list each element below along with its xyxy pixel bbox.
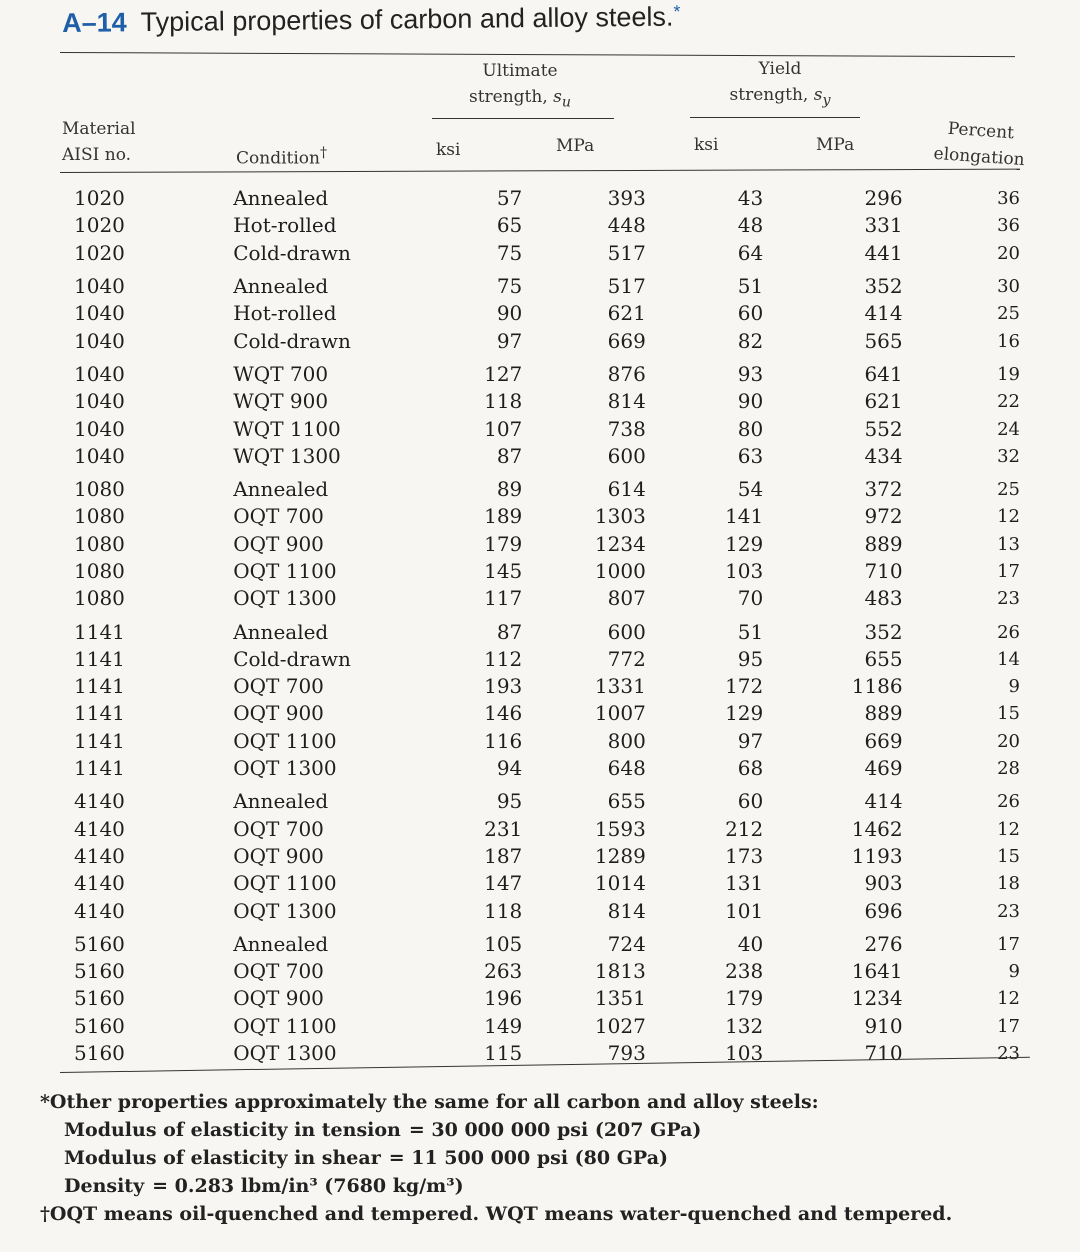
condition-cell: OQT 1100 [233, 728, 337, 753]
condition-header: Condition† [236, 145, 328, 169]
yield-mpa-cell: 1193 [851, 843, 903, 868]
material-cell: 1080 [74, 559, 125, 583]
table-row [60, 755, 1020, 782]
condition-cell: OQT 900 [233, 843, 324, 868]
material-line2: AISI no. [62, 145, 132, 165]
ultimate-ksi-cell: 263 [484, 959, 523, 984]
ultimate-ksi-cell: 89 [496, 477, 523, 502]
table-row [60, 728, 1020, 755]
yield-mpa-cell: 331 [864, 213, 903, 238]
material-cell: 1040 [74, 416, 125, 441]
elongation-cell: 32 [997, 445, 1020, 467]
material-line1: Material [62, 119, 136, 139]
yield-line1: Yield [758, 59, 802, 79]
yield-ksi-cell: 60 [737, 301, 764, 326]
condition-cell: Annealed [233, 477, 329, 502]
condition-cell: OQT 1300 [233, 756, 337, 781]
ultimate-ksi-cell: 146 [484, 701, 523, 726]
ultimate-mpa-cell: 724 [607, 931, 646, 956]
ultimate-mpa-cell: 793 [607, 1041, 646, 1066]
yield-mpa-cell: 441 [864, 240, 903, 265]
table-row [60, 897, 1020, 924]
ultimate-mpa-cell: 1331 [594, 674, 646, 699]
yield-mpa-cell: 414 [864, 301, 903, 326]
yield-ksi-cell: 40 [737, 931, 764, 956]
ultimate-mpa-cell: 1234 [594, 531, 646, 556]
ultimate-mpa-cell: 1351 [594, 986, 646, 1011]
elongation-cell: 16 [997, 330, 1020, 352]
table-row [60, 1013, 1020, 1040]
ultimate-ksi-cell: 127 [484, 361, 523, 386]
condition-cell: OQT 900 [233, 531, 324, 556]
ultimate-ksi-cell: 118 [484, 389, 523, 414]
condition-cell: Annealed [233, 789, 329, 814]
ultimate-ksi-cell: 107 [484, 416, 523, 441]
ultimate-ksi-cell: 196 [484, 986, 523, 1011]
table-row [60, 700, 1020, 727]
condition-cell: OQT 1300 [233, 1041, 337, 1066]
ultimate-mpa-cell: 600 [607, 619, 646, 644]
material-cell: 1141 [74, 619, 125, 644]
yield-ksi-cell: 95 [737, 646, 764, 671]
ultimate-mpa-cell: 1000 [594, 559, 646, 583]
table-row [60, 415, 1020, 442]
material-cell: 5160 [74, 1013, 125, 1038]
ultimate-ksi-cell: 118 [484, 898, 523, 923]
elongation-cell: 12 [997, 818, 1020, 840]
yield-ksi-cell: 82 [737, 328, 764, 353]
yield-strength-header [700, 56, 860, 113]
header-rule [60, 169, 1020, 173]
table-row [60, 327, 1020, 354]
footnote-oqt-wqt: †OQT means oil-quenched and tempered. WQT means water-quenched and tempered. [40, 1203, 953, 1225]
ultimate-mpa-cell: 738 [607, 416, 646, 441]
material-cell: 1040 [74, 389, 125, 414]
properties-table [60, 185, 1020, 1067]
yield-mpa-cell: 696 [864, 898, 903, 923]
ultimate-ksi-cell: 105 [484, 931, 523, 956]
table-row [60, 503, 1020, 530]
yield-mpa-cell: 469 [864, 756, 903, 781]
yield-mpa-cell: 641 [864, 361, 903, 386]
condition-cell: Cold-drawn [233, 328, 351, 353]
ultimate-ksi-cell: 147 [484, 871, 523, 896]
yield-ksi-cell: 129 [725, 701, 764, 726]
ultimate-mpa-cell: 655 [607, 789, 646, 814]
yield-ksi-cell: 80 [737, 416, 764, 441]
yield-ksi-cell: 93 [737, 361, 764, 386]
condition-cell: OQT 700 [233, 674, 324, 699]
yield-mpa-cell: 434 [864, 443, 903, 468]
yield-mpa-cell: 655 [864, 646, 903, 671]
yield-mpa-cell: 889 [864, 531, 903, 556]
material-cell: 1020 [74, 240, 125, 265]
condition-cell: Annealed [233, 619, 329, 644]
footnotes [40, 1088, 952, 1228]
elongation-cell: 25 [997, 479, 1020, 501]
table-number: A–14 [62, 7, 127, 38]
yield-ksi-cell: 212 [725, 816, 764, 841]
ultimate-ksi-cell: 149 [484, 1013, 523, 1038]
material-cell: 1141 [74, 701, 125, 726]
elongation-header [928, 115, 1031, 174]
material-cell: 1020 [74, 213, 125, 238]
material-cell: 1080 [74, 504, 125, 529]
yield-mpa-cell: 276 [864, 931, 903, 956]
condition-cell: OQT 700 [233, 504, 324, 529]
yield-ksi-cell: 173 [725, 843, 764, 868]
ultimate-mpa-cell: 1007 [594, 701, 646, 726]
elongation-cell: 17 [997, 561, 1020, 582]
condition-footnote-mark: † [319, 145, 328, 161]
ultimate-ksi-cell: 189 [484, 504, 523, 529]
ultimate-mpa-cell: 814 [607, 389, 646, 414]
material-cell: 1080 [74, 586, 125, 611]
footnote-modulus-shear: Modulus of elasticity in shear = 11 500 000 psi (80 GPa) [64, 1147, 669, 1169]
yield-mpa-cell: 1641 [851, 959, 903, 984]
condition-cell: OQT 1300 [233, 586, 337, 611]
footnote-modulus-tension: Modulus of elasticity in tension = 30 000 000 psi (207 GPa) [64, 1119, 702, 1141]
elongation-cell: 22 [997, 391, 1020, 413]
material-cell: 1020 [74, 186, 125, 211]
yield-mpa-cell: 710 [864, 559, 903, 583]
yield-ksi-cell: 179 [725, 986, 764, 1011]
yield-mpa-cell: 710 [864, 1041, 903, 1066]
ultimate-mpa-cell: 876 [607, 361, 646, 386]
ultimate-mpa-cell: 772 [607, 646, 646, 671]
yield-ksi-cell: 101 [725, 898, 764, 923]
ultimate-mpa-cell: 669 [607, 328, 646, 353]
yield-line2: strength, $s_y$ [729, 85, 831, 109]
footnote-density: Density = 0.283 lbm/in³ (7680 kg/m³) [64, 1175, 464, 1197]
yield-mpa-cell: 552 [864, 416, 903, 441]
elongation-cell: 36 [997, 188, 1020, 210]
ultimate-ksi-cell: 179 [484, 531, 523, 556]
yield-mpa-cell: 889 [864, 701, 903, 726]
yield-ksi-cell: 60 [737, 789, 764, 814]
condition-cell: OQT 900 [233, 701, 324, 726]
ultimate-mpa-cell: 1813 [594, 959, 646, 984]
table-row [60, 585, 1020, 612]
ultimate-ksi-cell: 116 [484, 728, 523, 753]
yield-ksi-header: ksi [694, 135, 719, 155]
table-row [60, 646, 1020, 673]
yield-underline [690, 117, 860, 118]
condition-cell: Annealed [233, 274, 329, 299]
ultimate-mpa-cell: 393 [607, 186, 646, 211]
table-row [60, 531, 1020, 558]
ultimate-ksi-cell: 95 [496, 789, 523, 814]
ultimate-underline [432, 118, 614, 119]
condition-cell: OQT 700 [233, 816, 324, 841]
condition-cell: WQT 900 [233, 389, 329, 414]
yield-ksi-cell: 238 [725, 959, 764, 984]
ultimate-line2: strength, $s_u$ [468, 87, 572, 111]
properties-table-body [60, 185, 1020, 1067]
material-cell: 4140 [74, 816, 125, 841]
elongation-cell: 36 [997, 215, 1020, 237]
yield-ksi-cell: 51 [737, 274, 764, 299]
yield-mpa-cell: 621 [864, 389, 903, 414]
material-header [62, 116, 136, 168]
elongation-cell: 24 [997, 418, 1020, 440]
elongation-cell: 17 [997, 1015, 1020, 1037]
material-cell: 5160 [74, 959, 125, 984]
ultimate-mpa-cell: 648 [607, 756, 646, 781]
ultimate-ksi-cell: 231 [484, 816, 523, 841]
elongation-cell: 18 [997, 873, 1020, 895]
material-cell: 1040 [74, 443, 125, 468]
yield-ksi-cell: 51 [737, 619, 764, 644]
material-cell: 1141 [74, 674, 125, 699]
material-cell: 4140 [74, 789, 125, 814]
ultimate-ksi-cell: 117 [484, 586, 523, 611]
ultimate-ksi-cell: 187 [484, 843, 523, 868]
ultimate-ksi-cell: 75 [496, 240, 523, 265]
elongation-cell: 26 [997, 621, 1020, 643]
material-cell: 1040 [74, 361, 125, 386]
material-cell: 4140 [74, 843, 125, 868]
elongation-cell: 20 [997, 242, 1020, 264]
elongation-cell: 23 [997, 588, 1020, 610]
elongation-cell: 15 [997, 845, 1020, 867]
yield-mpa-cell: 296 [864, 186, 903, 211]
elongation-line1: Percent [947, 118, 1015, 144]
top-rule [60, 52, 1015, 57]
yield-ksi-cell: 64 [737, 240, 764, 265]
title-footnote-mark: * [673, 1, 681, 22]
footnote-other-properties: *Other properties approximately the same for all carbon and alloy steels: [40, 1091, 819, 1113]
elongation-cell: 20 [997, 730, 1020, 752]
condition-cell: OQT 1100 [233, 871, 337, 896]
ultimate-mpa-cell: 807 [607, 586, 646, 611]
ultimate-mpa-cell: 1014 [594, 871, 646, 896]
material-cell: 5160 [74, 931, 125, 956]
yield-mpa-cell: 352 [864, 619, 903, 644]
ultimate-mpa-cell: 517 [607, 240, 646, 265]
yield-mpa-cell: 565 [864, 328, 903, 353]
yield-ksi-cell: 54 [737, 477, 764, 502]
table-row [60, 388, 1020, 415]
yield-ksi-cell: 43 [737, 186, 764, 211]
yield-ksi-cell: 90 [737, 389, 764, 414]
condition-cell: Cold-drawn [233, 240, 351, 265]
ultimate-ksi-cell: 97 [496, 328, 523, 353]
yield-ksi-cell: 172 [725, 674, 764, 699]
ultimate-ksi-cell: 87 [496, 443, 523, 468]
yield-ksi-cell: 131 [725, 871, 764, 896]
ultimate-strength-header [440, 58, 600, 115]
elongation-cell: 28 [997, 758, 1020, 780]
ultimate-mpa-cell: 600 [607, 443, 646, 468]
material-cell: 4140 [74, 898, 125, 923]
elongation-cell: 30 [997, 276, 1020, 298]
yield-ksi-cell: 129 [725, 531, 764, 556]
elongation-cell: 14 [997, 648, 1020, 670]
table-row [60, 267, 1020, 300]
material-cell: 4140 [74, 871, 125, 896]
table-row [60, 612, 1020, 645]
table-row [60, 240, 1020, 267]
table-row [60, 185, 1020, 212]
ultimate-symbol: s [553, 87, 562, 107]
elongation-line2: elongation [932, 143, 1026, 171]
table-row [60, 985, 1020, 1012]
material-cell: 1080 [74, 477, 125, 502]
yield-mpa-header: MPa [816, 135, 855, 155]
ultimate-mpa-cell: 621 [607, 301, 646, 326]
material-cell: 1141 [74, 646, 125, 671]
material-cell: 5160 [74, 1041, 125, 1066]
yield-subscript: y [822, 92, 831, 109]
condition-cell: Annealed [233, 931, 329, 956]
yield-ksi-cell: 48 [737, 213, 764, 238]
yield-ksi-cell: 103 [725, 559, 764, 583]
table-row [60, 212, 1020, 239]
ultimate-subscript: u [561, 94, 572, 111]
elongation-cell: 17 [997, 933, 1020, 955]
ultimate-ksi-cell: 193 [484, 674, 523, 699]
ultimate-ksi-cell: 112 [484, 646, 523, 671]
condition-cell: Hot-rolled [233, 213, 337, 238]
elongation-cell: 9 [1008, 961, 1020, 983]
ultimate-mpa-cell: 1303 [594, 504, 646, 529]
condition-cell: Annealed [233, 186, 329, 211]
yield-mpa-cell: 483 [864, 586, 903, 611]
elongation-cell: 9 [1008, 676, 1020, 698]
yield-ksi-cell: 68 [737, 756, 764, 781]
table-row [60, 673, 1020, 700]
elongation-cell: 25 [997, 303, 1020, 325]
ultimate-ksi-cell: 87 [496, 619, 523, 644]
ultimate-ksi-header: ksi [436, 140, 461, 160]
elongation-cell: 12 [997, 506, 1020, 528]
ultimate-ksi-cell: 115 [484, 1041, 523, 1066]
yield-mpa-cell: 352 [864, 274, 903, 299]
ultimate-mpa-cell: 614 [607, 477, 646, 502]
condition-cell: OQT 1300 [233, 898, 337, 923]
material-cell: 5160 [74, 986, 125, 1011]
yield-ksi-cell: 141 [725, 504, 764, 529]
material-cell: 1080 [74, 531, 125, 556]
yield-symbol: s [813, 85, 823, 105]
table-row [60, 300, 1020, 327]
elongation-cell: 23 [997, 900, 1020, 922]
table-row [60, 355, 1020, 388]
table-row [60, 925, 1020, 958]
yield-mpa-cell: 1234 [851, 986, 903, 1011]
yield-ksi-cell: 70 [737, 586, 764, 611]
table-row [60, 843, 1020, 870]
condition-cell: OQT 1100 [233, 1013, 337, 1038]
ultimate-mpa-cell: 517 [607, 274, 646, 299]
material-cell: 1141 [74, 728, 125, 753]
condition-cell: WQT 1100 [233, 416, 341, 441]
condition-cell: Cold-drawn [233, 646, 351, 671]
table-row [60, 470, 1020, 503]
table-row [60, 816, 1020, 843]
ultimate-ksi-cell: 57 [496, 186, 523, 211]
condition-cell: WQT 700 [233, 361, 329, 386]
yield-mpa-cell: 910 [864, 1013, 903, 1038]
elongation-cell: 19 [997, 363, 1020, 385]
yield-mpa-cell: 972 [864, 504, 903, 529]
elongation-cell: 26 [997, 791, 1020, 813]
elongation-cell: 23 [997, 1043, 1020, 1065]
elongation-cell: 15 [997, 703, 1020, 725]
ultimate-ksi-cell: 65 [496, 213, 523, 238]
yield-mpa-cell: 1462 [851, 816, 903, 841]
ultimate-ksi-cell: 145 [484, 559, 523, 583]
ultimate-mpa-cell: 1027 [594, 1013, 646, 1038]
table-title [62, 2, 681, 39]
ultimate-ksi-cell: 75 [496, 274, 523, 299]
condition-cell: Hot-rolled [233, 301, 337, 326]
ultimate-mpa-cell: 800 [607, 728, 646, 753]
condition-cell: WQT 1300 [233, 443, 341, 468]
table-row [60, 558, 1020, 585]
condition-cell: OQT 700 [233, 959, 324, 984]
ultimate-mpa-cell: 814 [607, 898, 646, 923]
yield-ksi-cell: 103 [725, 1041, 764, 1066]
condition-cell: OQT 1100 [233, 559, 337, 583]
condition-cell: OQT 900 [233, 986, 324, 1011]
material-cell: 1040 [74, 301, 125, 326]
yield-mpa-cell: 414 [864, 789, 903, 814]
table-row [60, 870, 1020, 897]
material-cell: 1040 [74, 328, 125, 353]
yield-mpa-cell: 1186 [851, 674, 903, 699]
elongation-cell: 12 [997, 988, 1020, 1010]
table-row [60, 1040, 1020, 1067]
ultimate-mpa-cell: 1289 [594, 843, 646, 868]
ultimate-mpa-cell: 448 [607, 213, 646, 238]
yield-mpa-cell: 669 [864, 728, 903, 753]
yield-ksi-cell: 63 [737, 443, 764, 468]
ultimate-mpa-header: MPa [556, 136, 595, 156]
ultimate-line1: Ultimate [482, 61, 558, 81]
yield-ksi-cell: 97 [737, 728, 764, 753]
ultimate-ksi-cell: 94 [496, 756, 523, 781]
table-row [60, 782, 1020, 815]
yield-ksi-cell: 132 [725, 1013, 764, 1038]
material-cell: 1040 [74, 274, 125, 299]
ultimate-mpa-cell: 1593 [594, 816, 646, 841]
table-row [60, 958, 1020, 985]
yield-mpa-cell: 903 [864, 871, 903, 896]
table-title-text: Typical properties of carbon and alloy steels. [140, 1, 674, 38]
ultimate-ksi-cell: 90 [496, 301, 523, 326]
material-cell: 1141 [74, 756, 125, 781]
table-row [60, 443, 1020, 470]
elongation-cell: 13 [997, 533, 1020, 555]
yield-mpa-cell: 372 [864, 477, 903, 502]
